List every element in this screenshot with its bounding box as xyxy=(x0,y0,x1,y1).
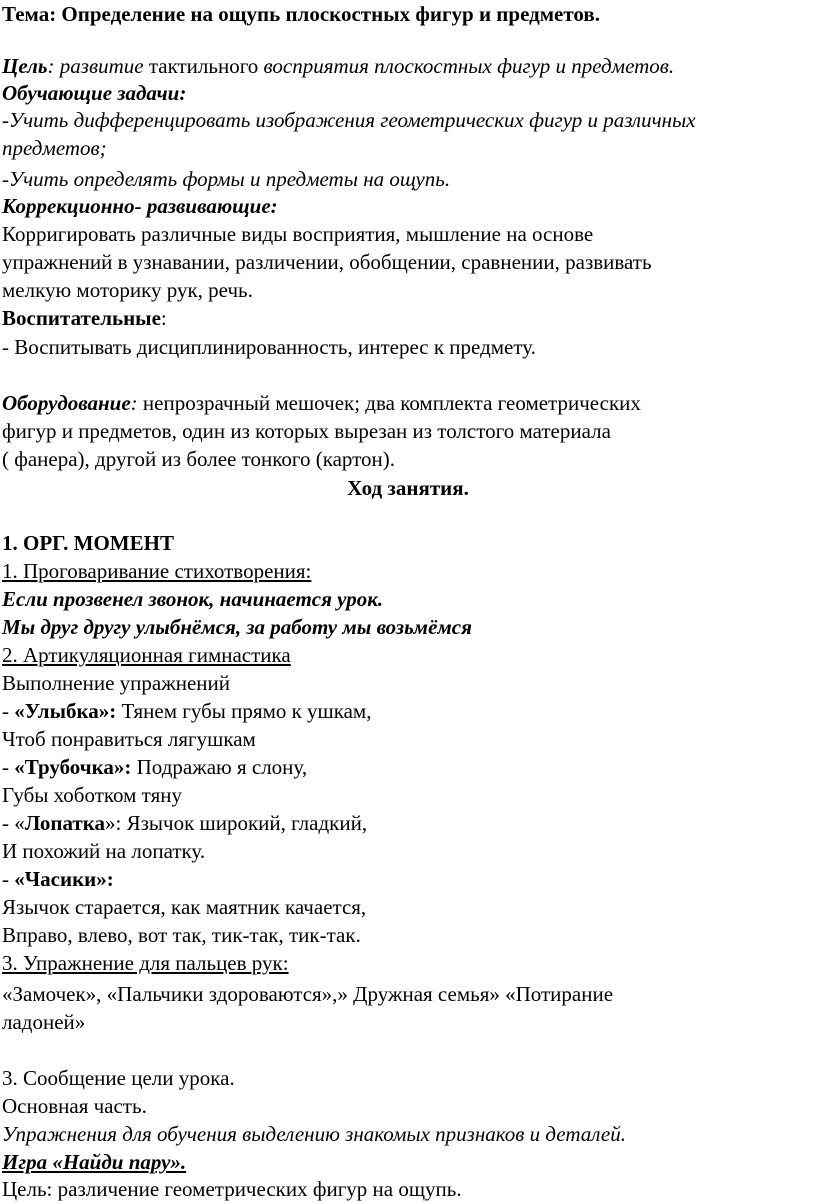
exercise-tube-text: Подражаю я слону, xyxy=(131,755,308,779)
equipment-label: Оборудование xyxy=(2,391,131,415)
poem-line-2: Мы друг другу улыбнёмся, за работу мы возьмёмся xyxy=(2,615,472,639)
exercise-clock-prefix: - xyxy=(2,867,15,891)
equipment-text-1: непрозрачный мешочек; два комплекта геометрических xyxy=(137,391,641,415)
exercise-spade xyxy=(2,809,367,837)
exercise-tube-prefix: - xyxy=(2,755,15,779)
educational-colon: : xyxy=(160,306,167,330)
exercise-clock-line-2: Вправо, влево, вот так, тик-так, тик-так. xyxy=(2,923,361,947)
equipment-line-1 xyxy=(2,389,641,417)
perform-exercises: Выполнение упражнений xyxy=(2,671,231,695)
correctional-line-3: мелкую моторику рук, речь. xyxy=(2,278,253,302)
exercise-smile xyxy=(2,697,371,725)
fingers-line-1: «Замочек», «Пальчики здороваются»,» Дружная семья» «Потирание xyxy=(2,982,614,1006)
exercise-smile-prefix: - xyxy=(2,699,15,723)
lesson-heading: Ход занятия. xyxy=(347,476,469,500)
game-title: Игра «Найди пару». xyxy=(2,1150,187,1174)
exercise-smile-name: «Улыбка»: xyxy=(14,699,117,723)
goal-label: Цель xyxy=(2,54,48,78)
educational-heading: Воспитательные xyxy=(2,306,161,330)
goal-line xyxy=(2,52,674,80)
teaching-task-2: -Учить определять формы и предметы на ощупь. xyxy=(2,167,451,191)
org-heading: 1. ОРГ. МОМЕНТ xyxy=(2,531,174,555)
fingers-heading: 3. Упражнение для пальцев рук: xyxy=(2,951,289,975)
teaching-tasks-heading: Обучающие задачи: xyxy=(2,81,187,105)
exercise-tube xyxy=(2,753,307,781)
goal-message: 3. Сообщение цели урока. xyxy=(2,1066,235,1090)
goal-text-3: восприятия плоскостных фигур и предметов. xyxy=(258,54,675,78)
equipment-line-3: ( фанера), другой из более тонкого (картон). xyxy=(2,447,396,471)
correctional-line-1: Корригировать различные виды восприятия, мышление на основе xyxy=(2,222,594,246)
game-goal: Цель: различение геометрических фигур на ощупь. xyxy=(2,1177,462,1201)
correctional-line-2: упражнений в узнавании, различении, обобщении, сравнении, развивать xyxy=(2,250,652,274)
exercise-clock xyxy=(2,865,114,893)
exercise-smile-line-2: Чтоб понравиться лягушкам xyxy=(2,727,256,751)
main-part: Основная часть. xyxy=(2,1094,147,1118)
exercise-spade-mid: » xyxy=(105,811,116,835)
exercise-spade-name: Лопатка xyxy=(24,811,106,835)
educational-line-1: - Воспитывать дисциплинированность, интерес к предмету. xyxy=(2,335,536,359)
educational-heading-line xyxy=(2,304,167,332)
goal-text-2: тактильного xyxy=(148,54,259,78)
equipment-colon: : xyxy=(130,391,138,415)
org-step-2: 2. Артикуляционная гимнастика xyxy=(2,643,291,667)
poem-line-1: Если прозвенел звонок, начинается урок. xyxy=(2,587,384,611)
exercise-spade-prefix: - « xyxy=(2,811,25,835)
fingers-line-2: ладоней» xyxy=(2,1010,86,1034)
exercise-spade-text: : Язычок широкий, гладкий, xyxy=(115,811,368,835)
doc-title: Тема: Определение на ощупь плоскостных фигур и предметов. xyxy=(2,2,600,26)
exercise-tube-line-2: Губы хоботком тяну xyxy=(2,783,182,807)
equipment-line-2: фигур и предметов, один из которых вырезан из толстого материала xyxy=(2,419,611,443)
correctional-heading: Коррекционно- развивающие: xyxy=(2,194,278,218)
teaching-task-1-cont: предметов; xyxy=(2,136,107,160)
teaching-task-1: -Учить дифференцировать изображения геометрических фигур и различных xyxy=(2,108,696,132)
goal-colon: : xyxy=(47,54,60,78)
exercise-clock-name: «Часики»: xyxy=(14,867,114,891)
org-step-1: 1. Проговаривание стихотворения: xyxy=(2,559,312,583)
exercise-clock-line-1: Язычок старается, как маятник качается, xyxy=(2,895,367,919)
goal-text-1: развитие xyxy=(59,54,149,78)
exercise-spade-line-2: И похожий на лопатку. xyxy=(2,839,206,863)
exercises-note: Упражнения для обучения выделению знакомых признаков и деталей. xyxy=(2,1122,627,1146)
exercise-smile-text: Тянем губы прямо к ушкам, xyxy=(116,699,372,723)
exercise-tube-name: «Трубочка»: xyxy=(14,755,132,779)
